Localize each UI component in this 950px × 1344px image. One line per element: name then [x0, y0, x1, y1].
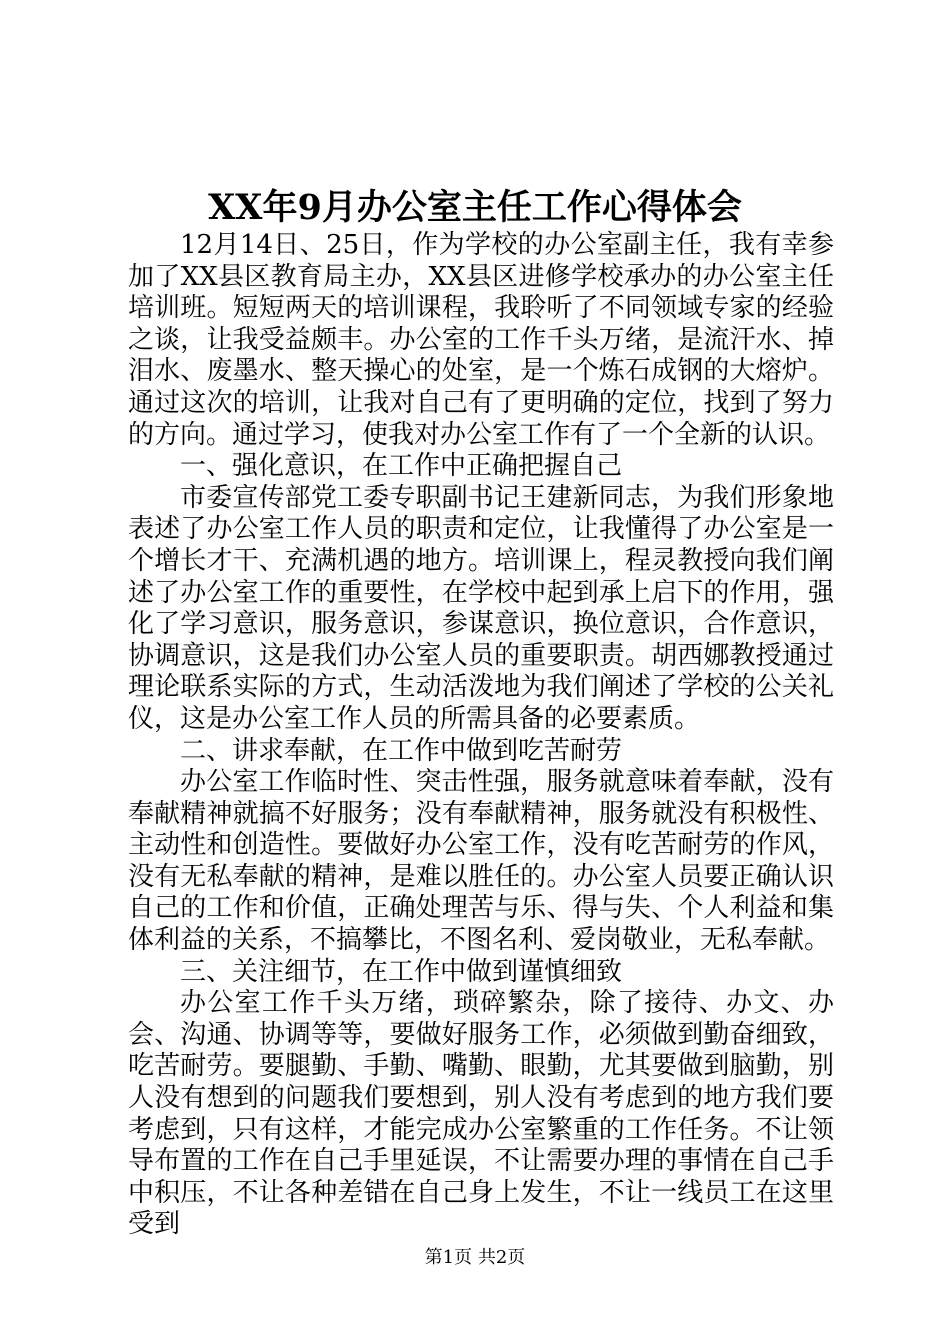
paragraph-section-2: 办公室工作临时性、突击性强，服务就意味着奉献，没有奉献精神就搞不好服务；没有奉献精神，服务就没有积极性、主动性和创造性。要做好办公室工作，没有吃苦耐劳的作风，没有无私奉献的精神，是难以胜任的。办公室人员要正确认识自己的工作和价值，正确处理苦与乐、得与失、个人利益和集体利益的关系，不搞攀比，不图名利、爱岗敬业，无私奉献。 [128, 767, 834, 956]
section-heading-3: 三、关注细节，在工作中做到谨慎细致 [180, 956, 623, 987]
section-heading-1: 一、强化意识，在工作中正确把握自己 [180, 451, 623, 482]
section-heading-2: 二、讲求奉献，在工作中做到吃苦耐劳 [180, 735, 623, 766]
paragraph-intro: 12月14日、25日，作为学校的办公室副主任，我有幸参加了XX县区教育局主办，XX县区进修学校承办的办公室主任培训班。短短两天的培训课程，我聆听了不同领域专家的经验之谈，让我受益颇丰。办公室的工作千头万绪，是流汗水、掉泪水、废墨水、整天操心的处室，是一个炼石成钢的大熔炉。通过这次的培训，让我对自己有了更明确的定位，找到了努力的方向。通过学习，使我对办公室工作有了一个全新的认识。 [128, 230, 834, 450]
paragraph-section-1: 市委宣传部党工委专职副书记王建新同志，为我们形象地表述了办公室工作人员的职责和定位，让我懂得了办公室是一个增长才干、充满机遇的地方。培训课上，程灵教授向我们阐述了办公室工作的重要性，在学校中起到承上启下的作用，强化了学习意识，服务意识，参谋意识，换位意识，合作意识，协调意识，这是我们办公室人员的重要职责。胡西娜教授通过理论联系实际的方式，生动活泼地为我们阐述了学校的公关礼仪，这是办公室工作人员的所需具备的必要素质。 [128, 482, 834, 734]
document-body [128, 230, 834, 1241]
page-footer: 第1页 共2页 [424, 1247, 526, 1268]
document-title: XX年9月办公室主任工作心得体会 [208, 187, 742, 228]
paragraph-section-3: 办公室工作千头万绪，琐碎繁杂，除了接待、办文、办会、沟通、协调等等，要做好服务工作，必须做到勤奋细致，吃苦耐劳。要腿勤、手勤、嘴勤、眼勤，尤其要做到脑勤，别人没有想到的问题我们要想到，别人没有考虑到的地方我们要考虑到，只有这样，才能完成办公室繁重的工作任务。不让领导布置的工作在自己手里延误，不让需要办理的事情在自己手中积压，不让各种差错在自己身上发生，不让一线员工在这里受到 [128, 988, 834, 1240]
